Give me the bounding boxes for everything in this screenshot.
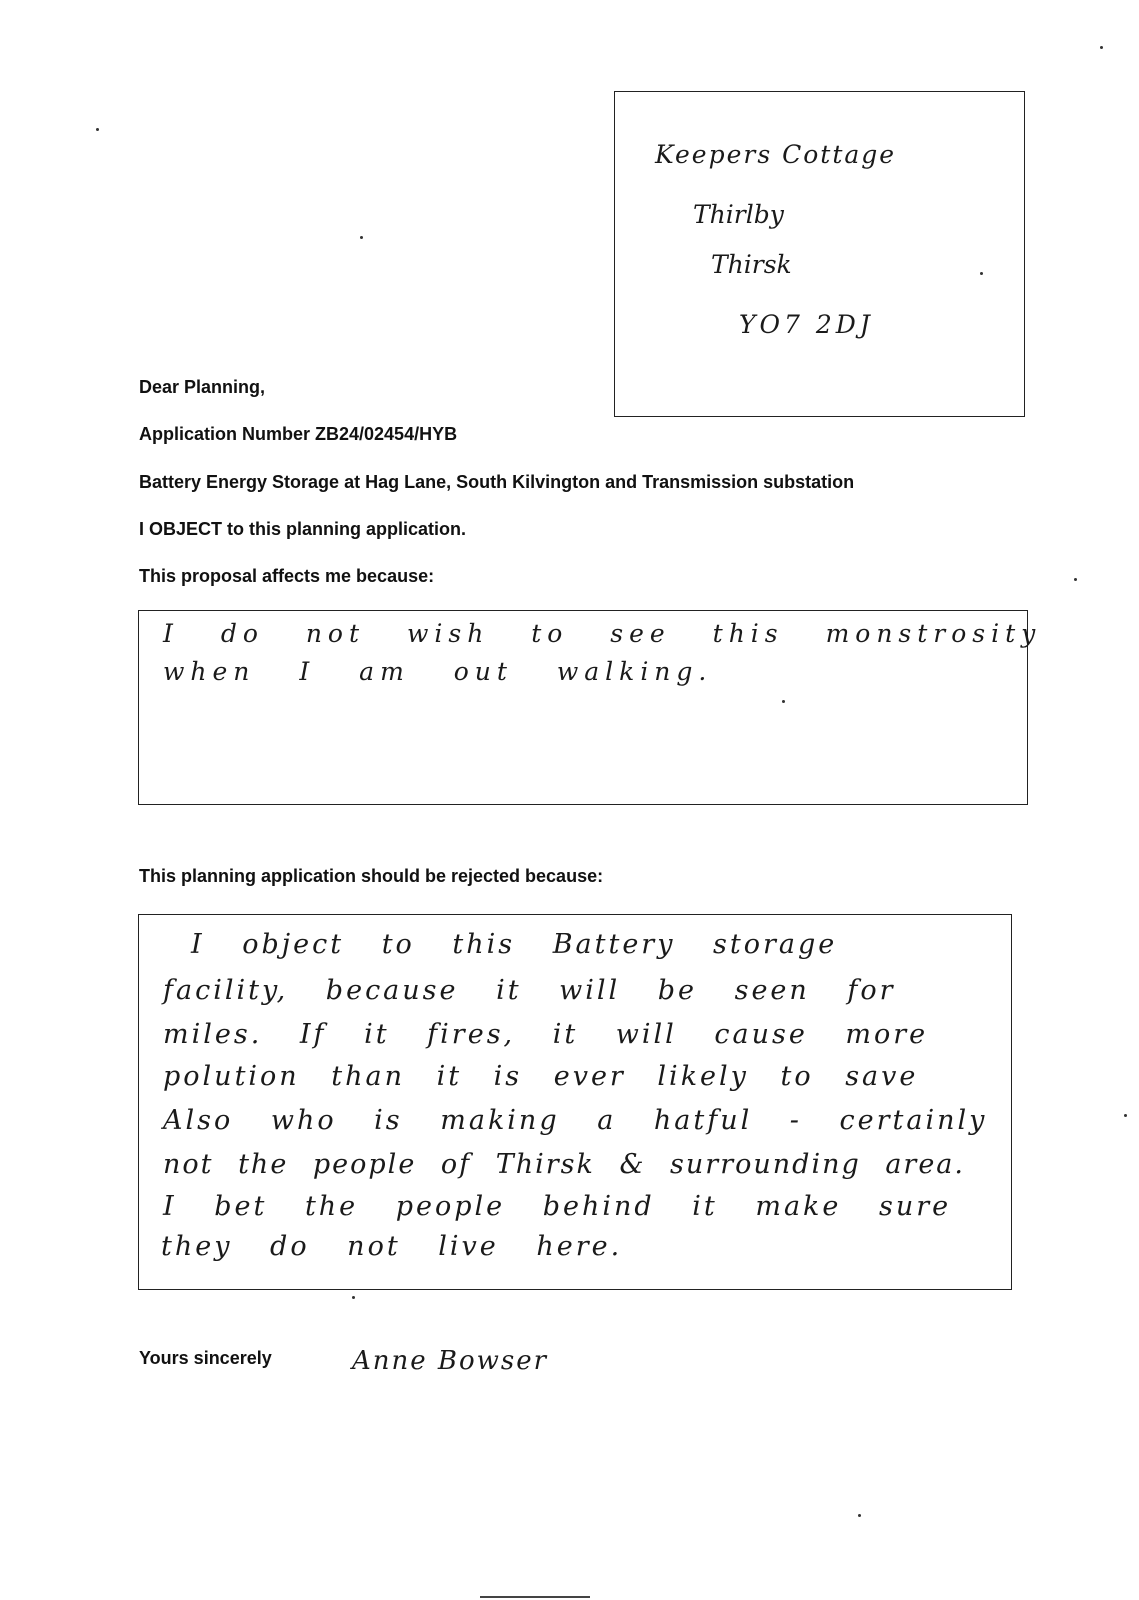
address-line-2: Thirlby — [693, 200, 784, 229]
rejected-line-8: they do not live here. — [161, 1231, 623, 1262]
rejected-line-7: I bet the people behind it make sure — [163, 1191, 952, 1222]
affects-line-1: I do not wish to see this monstrosity — [163, 619, 1042, 648]
closing: Yours sincerely — [139, 1348, 272, 1368]
application-number: Application Number ZB24/02454/HYB — [139, 424, 458, 444]
scan-speck — [352, 1296, 355, 1299]
scan-speck — [782, 700, 785, 703]
rejected-box — [138, 914, 1012, 1290]
scan-speck — [980, 272, 983, 275]
rejected-label: This planning application should be rejected because: — [139, 866, 604, 886]
affects-label: This proposal affects me because: — [139, 566, 435, 586]
scan-speck — [96, 128, 99, 131]
affects-box — [138, 610, 1042, 805]
signature: Anne Bowser — [352, 1346, 549, 1376]
rejected-line-5: Also who is making a hatful - certainly — [163, 1105, 988, 1136]
scan-speck — [1074, 578, 1077, 581]
scan-speck — [858, 1514, 861, 1517]
rejected-line-6: not the people of Thirsk & surrounding area. — [163, 1149, 965, 1180]
scan-speck — [360, 236, 363, 239]
address-box — [614, 91, 1025, 417]
objection-statement: I OBJECT to this planning application. — [139, 519, 467, 539]
application-subject: Battery Energy Storage at Hag Lane, South Kilvington and Transmission substation — [139, 472, 855, 492]
scan-speck — [1100, 46, 1103, 49]
scan-edge-line — [480, 1596, 590, 1598]
address-line-1: Keepers Cottage — [655, 140, 897, 169]
affects-line-2: when I am out walking. — [163, 657, 713, 686]
rejected-line-4: polution than it is ever likely to save — [163, 1061, 919, 1092]
scan-speck — [1124, 1114, 1127, 1117]
address-line-3: Thirsk — [711, 250, 792, 279]
address-line-4: YO7 2DJ — [739, 310, 874, 339]
rejected-line-2: facility, because it will be seen for — [163, 975, 896, 1006]
rejected-line-1: I object to this Battery storage — [191, 929, 838, 960]
salutation: Dear Planning, — [139, 377, 266, 397]
rejected-line-3: miles. If it fires, it will cause more — [163, 1019, 929, 1050]
